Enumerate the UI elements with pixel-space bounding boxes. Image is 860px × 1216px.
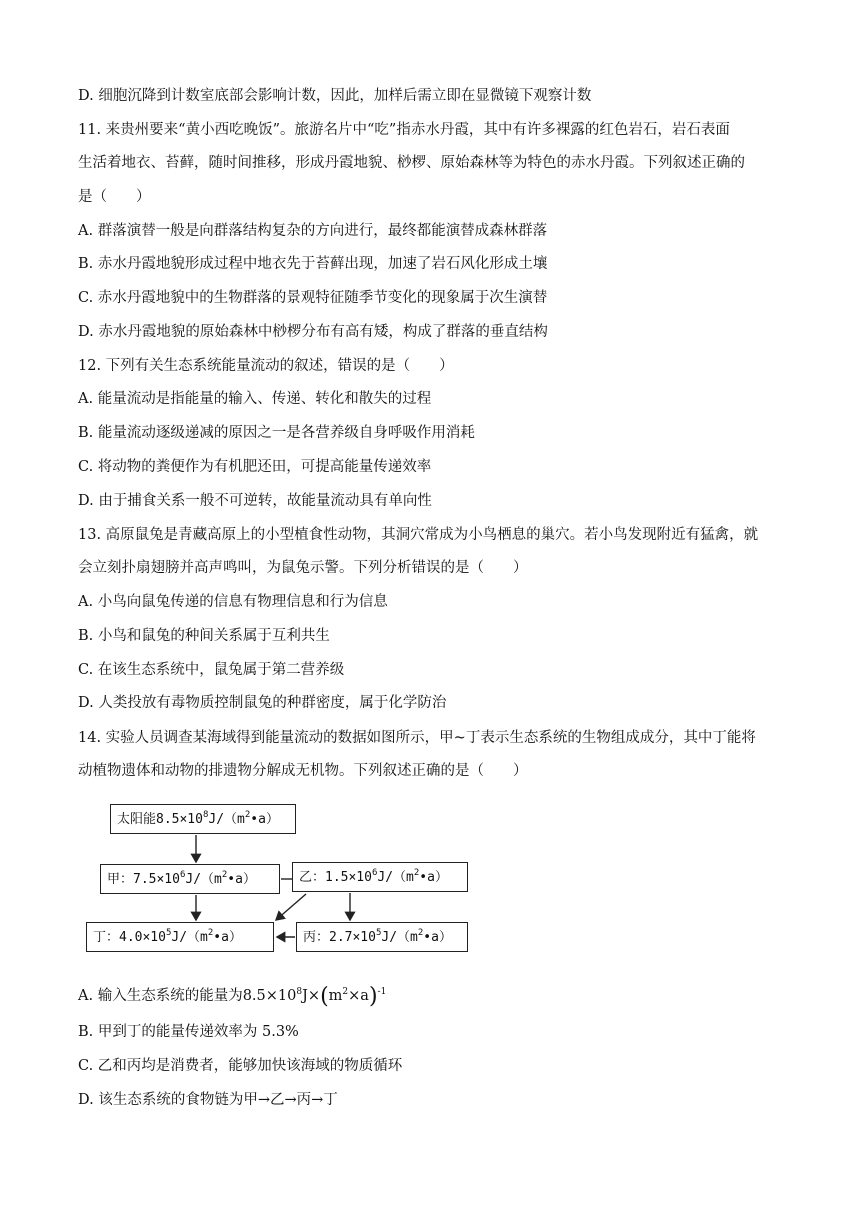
box-bing: [296, 922, 468, 952]
formula-paren-open: (: [320, 984, 329, 1009]
box-jia-tail: •a）: [227, 872, 256, 887]
box-ding-tail: •a）: [213, 930, 242, 945]
q11-option-c: C. 赤水丹霞地貌中的生物群落的景观特征随季节变化的现象属于次生演替: [78, 290, 548, 306]
formula-unit-j: J×: [302, 988, 321, 1004]
formula-exp: 8: [296, 987, 303, 997]
box-yi-tail: •a）: [419, 870, 448, 885]
formula-unit-m-exp: 2: [342, 987, 349, 997]
box-jia: [100, 864, 280, 894]
box-jia-unit: J/（m: [185, 872, 222, 887]
formula-unit-m: m: [328, 988, 343, 1004]
box-yi-exp2: 2: [413, 868, 420, 878]
arrow-yi-to-ding: [276, 894, 306, 920]
box-bing-exp2: 2: [417, 928, 424, 938]
box-yi-text: 乙：1.5×10: [299, 870, 372, 885]
formula-unit-a: ×a: [348, 988, 369, 1004]
box-sun-tail: •a）: [250, 812, 279, 827]
q14-option-c: C. 乙和丙均是消费者，能够加快该海域的物质循环: [78, 1058, 403, 1074]
q13-option-a: A. 小鸟向鼠兔传递的信息有物理信息和行为信息: [78, 594, 388, 610]
q13-option-c: C. 在该生态系统中，鼠兔属于第二营养级: [78, 662, 345, 678]
box-ding-text: 丁：4.0×10: [93, 930, 166, 945]
q12-option-c: C. 将动物的粪便作为有机肥还田，可提高能量传递效率: [78, 459, 432, 475]
q11-option-b: B. 赤水丹霞地貌形成过程中地衣先于苔藓出现，加速了岩石风化形成土壤: [78, 256, 548, 272]
q11-option-d: D. 赤水丹霞地貌的原始森林中桫椤分布有高有矮，构成了群落的垂直结构: [78, 324, 548, 340]
q12-option-d: D. 由于捕食关系一般不可逆转，故能量流动具有单向性: [78, 493, 432, 509]
q13-option-b: B. 小鸟和鼠兔的种间关系属于互利共生: [78, 628, 330, 644]
box-sun-unit: J/（m: [208, 812, 245, 827]
q14-option-a: [78, 982, 386, 1011]
formula-paren-close: ): [368, 984, 378, 1009]
q12-stem: 12. 下列有关生态系统能量流动的叙述，错误的是（ ）: [78, 358, 454, 374]
box-ding-exp: 5: [165, 928, 172, 938]
q10-option-d: D. 细胞沉降到计数室底部会影响计数，因此，加样后需立即在显微镜下观察计数: [78, 88, 592, 104]
q13-stem-line2: 会立刻扑扇翅膀并高声鸣叫，为鼠兔示警。下列分析错误的是（ ）: [78, 560, 528, 576]
box-sun-exp: 8: [202, 810, 209, 820]
box-sun: [110, 804, 296, 834]
box-bing-unit: J/（m: [381, 930, 418, 945]
box-bing-text: 丙：2.7×10: [303, 930, 376, 945]
q12-option-a: A. 能量流动是指能量的输入、传递、转化和散失的过程: [78, 391, 432, 407]
q14-option-a-formula: [242, 984, 387, 1009]
q14-stem-line1: 14. 实验人员调查某海域得到能量流动的数据如图所示，甲~丁表示生态系统的生物组成成分，其中丁能将: [78, 730, 756, 746]
formula-unit-exp: -1: [377, 987, 387, 997]
q14-option-d: D. 该生态系统的食物链为甲→乙→丙→丁: [78, 1092, 338, 1108]
box-ding-exp2: 2: [207, 928, 214, 938]
q12-option-b: B. 能量流动逐级递减的原因之一是各营养级自身呼吸作用消耗: [78, 425, 475, 441]
formula-value: 8.5×10: [242, 988, 297, 1004]
box-bing-tail: •a）: [423, 930, 452, 945]
box-jia-exp2: 2: [221, 870, 228, 880]
box-jia-text: 甲：7.5×10: [107, 872, 180, 887]
q11-stem-line1: 11. 来贵州要来“黄小西吃晚饭”。旅游名片中“吃”指赤水丹霞，其中有许多裸露的红色岩石，岩石表面: [78, 122, 730, 138]
box-yi: [292, 862, 468, 892]
box-bing-exp: 5: [375, 928, 382, 938]
box-ding: [86, 922, 274, 952]
q13-stem-line1: 13. 高原鼠兔是青藏高原上的小型植食性动物，其洞穴常成为小鸟栖息的巢穴。若小鸟发现附近有猛禽，就: [78, 527, 759, 543]
q14-option-a-label: A. 输入生态系统的能量为: [78, 988, 243, 1004]
q13-option-d: D. 人类投放有毒物质控制鼠兔的种群密度，属于化学防治: [78, 695, 447, 711]
box-ding-unit: J/（m: [171, 930, 208, 945]
box-yi-unit: J/（m: [377, 870, 414, 885]
box-yi-exp: 6: [371, 868, 378, 878]
q11-option-a: A. 群落演替一般是向群落结构复杂的方向进行，最终都能演替成森林群落: [78, 223, 548, 239]
box-sun-text: 太阳能8.5×10: [117, 812, 203, 827]
q11-stem-line3: 是（ ）: [78, 189, 151, 205]
q11-stem-line2: 生活着地衣、苔藓，随时间推移，形成丹霞地貌、桫椤、原始森林等为特色的赤水丹霞。下列叙述正确的: [78, 155, 745, 171]
q14-option-b: B. 甲到丁的能量传递效率为 5.3%: [78, 1024, 299, 1040]
box-jia-exp: 6: [179, 870, 186, 880]
q14-stem-line2: 动植物遗体和动物的排遗物分解成无机物。下列叙述正确的是（ ）: [78, 763, 528, 779]
box-sun-exp2: 2: [244, 810, 251, 820]
